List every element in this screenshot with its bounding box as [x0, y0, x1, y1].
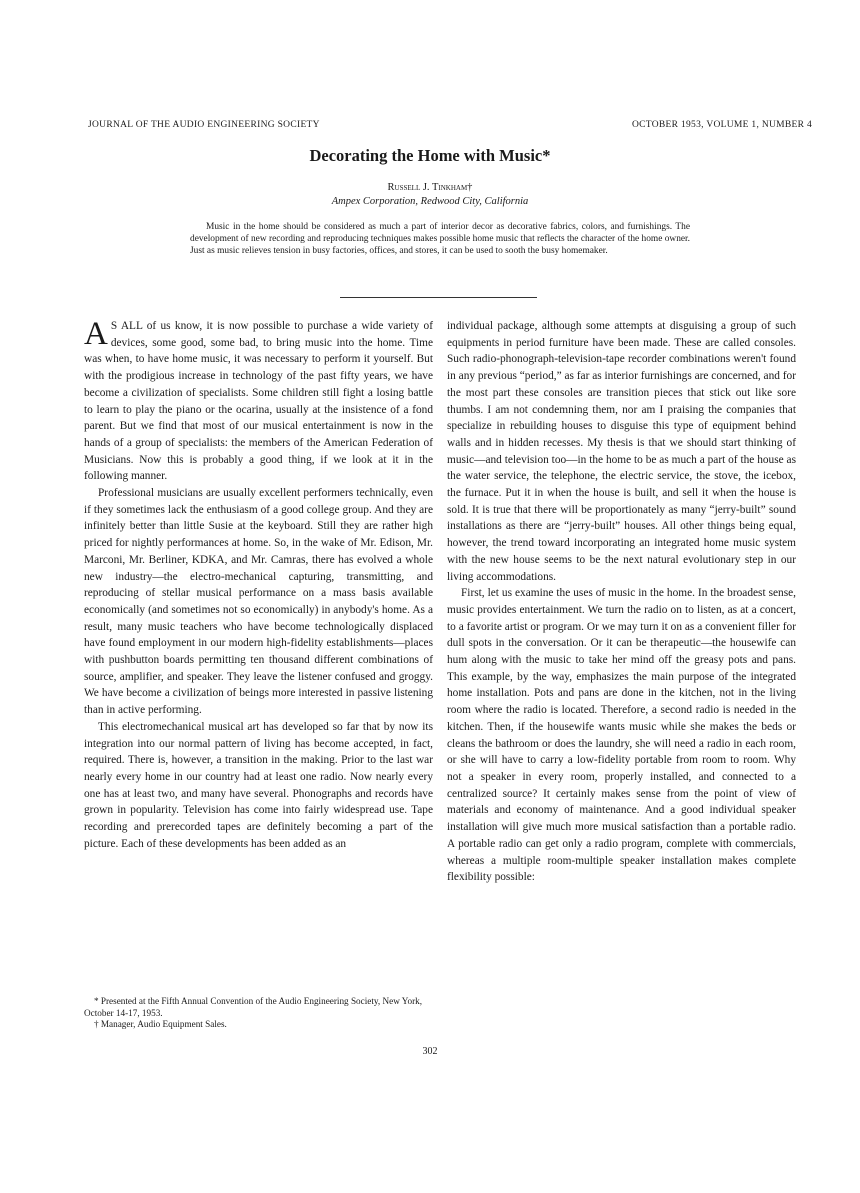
body-paragraph: individual package, although some attempts at disguising a group of such equipments in period furniture have been made. These are called consoles. Such radio-phonograph-television-tape recorder combinations weren't found in any previous “period,” as far as interior furnishings are concerned, and for the most part these consoles are transition pieces that stick out like sore thumbs. I am not condemning them, nor am I praising the companies that specialize in rebuilding houses to disguise this type of equipment behind walls and in hidden recesses. My thesis is that we should start thinking of music—and television too—in the home to be as much a part of the house as the water service, the telephone, the electric service, the stove, the icebox, the furnace. Put it in when the house is built, and sell it when the house is sold. It is true that there will be proportionately as many “jerry-built” sound installations as there are “jerry-built” houses. All other things being equal, however, the trend toward incorporating an integrated home music system with the new house seems to be the next natural evolutionary step in our living accommodations. — [447, 320, 797, 583]
body-paragraph: First, let us examine the uses of music in the home. In the broadest sense, music provides entertainment. We turn the radio on to listen, as at a concert, to a favorite artist or program. Or we may turn it on as a convenient filler for dull spots in the conversation. Or it can be therapeutic—the housewife can hum along with the music to take her mind off the greasy pots and pans. This example, by the way, emphasizes the main purpose of the integrated home installation. Pots and pans are done in the kitchen, not in the living room where the radio is located. Therefore, a second radio is needed in the kitchen. Then, if the housewife wants music while she makes the beds or cleans the bathroom or does the laundry, she will need a radio in each room, or she will have to carry a low-fidelity portable from room to room. Why not a speaker in every room, properly installed, and connected to a centralized source? It certainly makes sense from the point of view of materials and economy of maintenance. And a good individual speaker installation will give much more musical satisfaction than a portable radio. A portable radio can get only a radio program, complete with commercials, whereas a multiple room-multiple speaker installation makes complete flexibility possible: — [447, 587, 796, 884]
body-paragraph: Professional musicians are usually excellent performers technically, even if they sometimes lack the enthusiasm of a good college group. And they are infinitely better than little Susie at the keyboard. Still they are rather high priced for nightly performances at home. So, in the wake of Mr. Edison, Mr. Marconi, Mr. Berliner, KDKA, and Mr. Camras, there has evolved a whole new industry—the electro-mechanical capturing, transmitting, and reproducing of stellar musical performance on a mass basis available economically (and sometimes not so economically) in anybody's home. As a result, many music teachers who have become technologically displaced have found employment in our modern high-fidelity establishments—places with pushbutton boards permitting ten thousand different combinations of source, amplifier, and speaker. They leave the listener confused and groggy. We have become a civilization of beings more interested in passive listening than in active performing. — [84, 487, 433, 717]
author-affiliation: Ampex Corporation, Redwood City, California — [331, 196, 529, 207]
journal-name: JOURNAL OF THE AUDIO ENGINEERING SOCIETY — [88, 120, 320, 130]
left-column — [84, 318, 433, 853]
body-paragraph: This electromechanical musical art has developed so far that by now its integration into our normal pattern of living has become accepted, in fact, required. There is, however, a transition in the making. Prior to the last war nearly every home in our country had at least one radio. Now nearly every one has at least two, and many have several. Phonographs and records have grown in popularity. Television has come into fairly widespread use. Tape recording and prerecorded tapes are definitely becoming a part of the picture. Each of these developments has been added as an — [84, 720, 433, 850]
running-head — [88, 120, 812, 134]
footnote: * Presented at the Fifth Annual Convention of the Audio Engineering Society, New York, October 14-17, 1953. — [84, 996, 423, 1018]
footnote: † Manager, Audio Equipment Sales. — [94, 1019, 227, 1030]
footnotes — [84, 996, 433, 1031]
body-paragraph — [84, 318, 433, 485]
abstract-text: Music in the home should be considered as much a part of interior decor as decorative fabrics, colors, and furnishings. The development of new recording and reproducing techniques makes possible home music that reflects the character of the home owner. Just as music relieves tension in busy factories, offices, and stores, it can be used to sooth the busy homemaker. — [190, 222, 690, 256]
abstract — [190, 222, 690, 257]
article-author: Russell J. Tinkham† — [387, 182, 473, 193]
drop-cap: A — [84, 316, 108, 352]
article-title: Decorating the Home with Music* — [309, 146, 551, 165]
issue-info: OCTOBER 1953, VOLUME 1, NUMBER 4 — [632, 120, 812, 130]
page-number: 302 — [422, 1046, 438, 1057]
right-column — [447, 318, 796, 886]
section-divider — [340, 297, 537, 298]
paragraph-text: S ALL of us know, it is now possible to purchase a wide variety of devices, some good, some bad, to bring music into the home. Time was when, to have home music, it was necessary to perform it yourself. But with the prodigious increase in technology of the past fifty years, we have become a civilization of specialists. Some children still fight a losing battle to learn to play the piano or the ocarina, usually at the insistence of a fond parent. But we find that most of our musical entertainment is now in the hands of a group of specialists: the members of the American Federation of Musicians. Now this is probably a good thing, if we look at it in the following manner. — [84, 320, 433, 483]
